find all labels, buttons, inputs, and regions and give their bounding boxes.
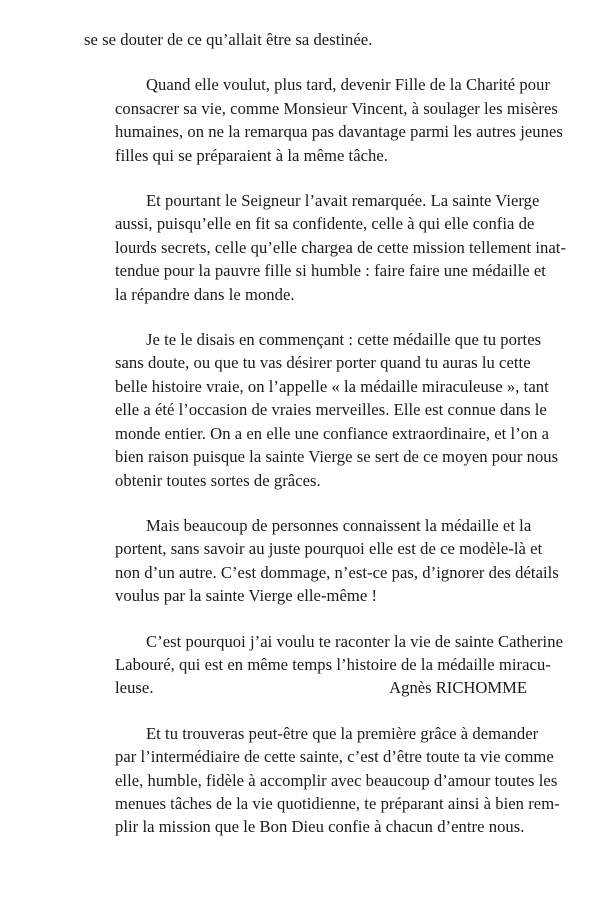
text-line: plir la mission que le Bon Dieu confie à chacun d’entre nous. — [115, 817, 525, 837]
author-signature: Agnès RICHOMME — [389, 678, 527, 697]
paragraph-1 — [84, 28, 527, 51]
text-line: Et tu trouveras peut-être que la première grâce à demander — [146, 723, 539, 743]
text-line: tendue pour la pauvre fille si humble : faire faire une médaille et — [115, 261, 546, 281]
text-line: se se douter de ce qu’allait être sa destinée. — [84, 30, 373, 49]
text-line: elle, humble, fidèle à accomplir avec beaucoup d’amour toutes les — [115, 770, 558, 790]
text-line: elle a été l’occasion de vraies merveilles. Elle est connue dans le — [115, 400, 547, 420]
text-line: la répandre dans le monde. — [115, 284, 295, 304]
text-line: leuse. — [115, 678, 154, 698]
text-line: aussi, puisqu’elle en fit sa confidente, celle à qui elle confia de — [115, 214, 535, 234]
text-line: Je te le disais en commençant : cette médaille que tu portes — [146, 330, 542, 350]
text-line: Mais beaucoup de personnes connaissent la médaille et la — [146, 515, 532, 535]
paragraph-7 — [84, 722, 560, 839]
text-line: portent, sans savoir au juste pourquoi elle est de ce modèle-là et — [115, 539, 543, 559]
text-line: obtenir toutes sortes de grâces. — [115, 470, 321, 490]
text-line: par l’intermédiaire de cette sainte, c’est d’être toute ta vie comme — [115, 747, 554, 767]
paragraph-5 — [84, 514, 559, 608]
paragraph-3 — [84, 189, 567, 306]
text-line: monde entier. On a en elle une confiance extraordinaire, et l’on a — [115, 423, 550, 443]
text-line: sans doute, ou que tu vas désirer porter quand tu auras lu cette — [115, 353, 531, 373]
text-line: non d’un autre. C’est dommage, n’est-ce pas, d’ignorer des détails — [115, 562, 559, 582]
text-line: lourds secrets, celle qu’elle chargea de cette mission tellement inat- — [115, 237, 567, 257]
text-line: menues tâches de la vie quotidienne, te préparant ainsi à bien rem- — [115, 793, 560, 813]
paragraph-4 — [84, 328, 559, 492]
text-line: voulus par la sainte Vierge elle-même ! — [115, 586, 378, 606]
text-line: consacrer sa vie, comme Monsieur Vincent, à soulager les misères — [115, 98, 558, 118]
text-line: C’est pourquoi j’ai voulu te raconter la vie de sainte Catherine — [146, 631, 563, 651]
text-line: belle histoire vraie, on l’appelle « la médaille miraculeuse », tant — [115, 376, 549, 396]
paragraph-2 — [84, 73, 563, 167]
text-line: bien raison puisque la sainte Vierge se sert de ce moyen pour nous — [115, 447, 559, 467]
text-line: Quand elle voulut, plus tard, devenir Fille de la Charité pour — [146, 75, 551, 95]
text-line: humaines, on ne la remarqua pas davantage parmi les autres jeunes — [115, 122, 563, 142]
text-line: Et pourtant le Seigneur l’avait remarquée. La sainte Vierge — [146, 191, 540, 211]
body-text — [84, 28, 567, 861]
text-line: filles qui se préparaient à la même tâche. — [115, 145, 389, 165]
text-line: Labouré, qui est en même temps l’histoire de la médaille miracu- — [115, 654, 551, 674]
